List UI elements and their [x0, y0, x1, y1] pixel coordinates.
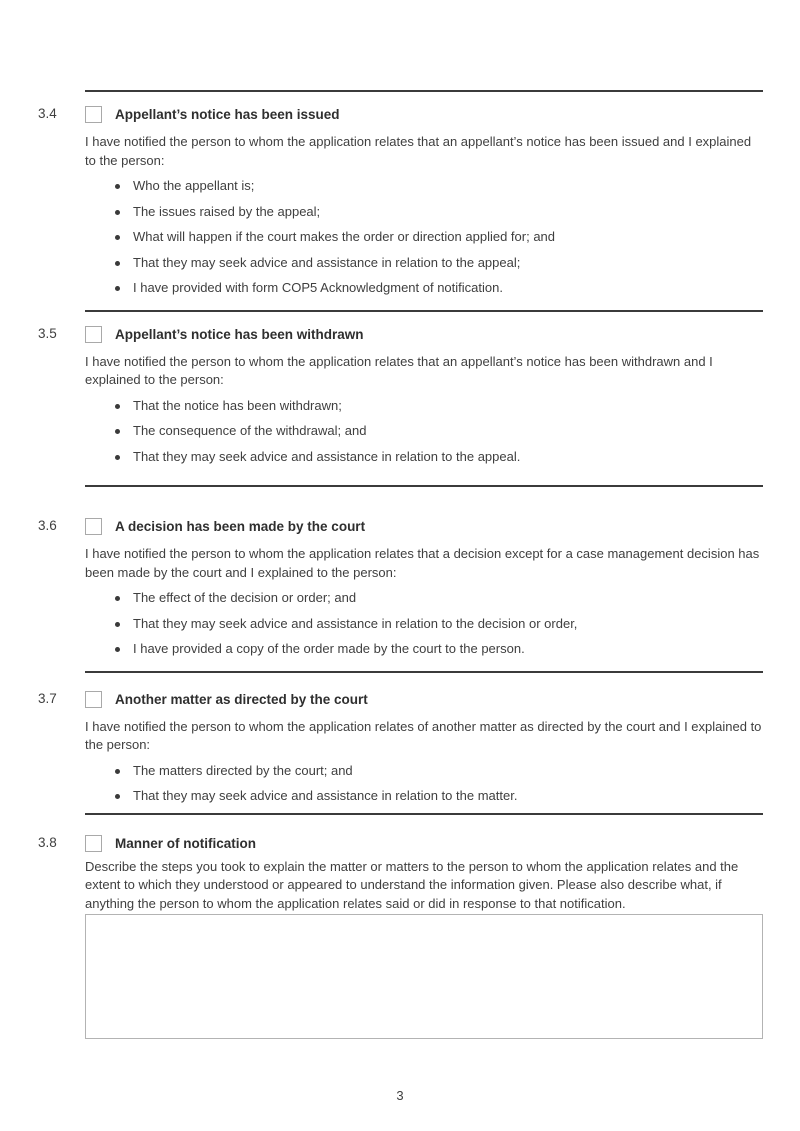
bullet-item: The issues raised by the appeal; [115, 203, 763, 222]
section-number: 3.6 [38, 518, 57, 533]
checkbox-3-5[interactable] [85, 326, 102, 343]
bullet-item: I have provided a copy of the order made by the court to the person. [115, 640, 763, 659]
section-intro: I have notified the person to whom the application relates that an appellant’s notice has been issued and I explained to the person: [85, 134, 752, 168]
section-number: 3.4 [38, 106, 57, 121]
bullet-list [115, 397, 763, 467]
section-intro: Describe the steps you took to explain the matter or matters to the person to whom the application relates and the extent to which they understood or appeared to understand the information given. Please also describe what, if anything the person to whom the application relates said or did in response to that notification. [85, 858, 739, 911]
bullet-item: What will happen if the court makes the order or direction applied for; and [115, 228, 763, 247]
section-3-5 [38, 310, 763, 486]
bullet-list [115, 177, 763, 298]
section-3-6 [38, 485, 763, 671]
bullet-item: The effect of the decision or order; and [115, 589, 763, 608]
section-heading: A decision has been made by the court [115, 519, 366, 534]
bullet-item: That they may seek advice and assistance in relation to the matter. [115, 787, 763, 806]
bullet-list [115, 762, 763, 806]
section-heading: Manner of notification [115, 835, 256, 851]
bullet-list [115, 589, 763, 659]
section-heading-row [85, 835, 763, 852]
section-intro: I have notified the person to whom the application relates of another matter as directed by the court and I explained to the person: [85, 718, 762, 752]
section-3-8 [38, 813, 763, 1040]
section-heading-row [85, 106, 763, 123]
bullet-item: That they may seek advice and assistance in relation to the appeal. [115, 448, 763, 467]
section-3-4 [38, 90, 763, 310]
section-intro: I have notified the person to whom the application relates that a decision except for a case management decision has been made by the court and I explained to the person: [85, 546, 760, 580]
bullet-item: That the notice has been withdrawn; [115, 397, 763, 416]
checkbox-3-4[interactable] [85, 106, 102, 123]
checkbox-3-8[interactable] [85, 835, 102, 852]
notification-details-textarea[interactable] [85, 914, 763, 1039]
bullet-item: I have provided with form COP5 Acknowledgment of notification. [115, 279, 763, 298]
bullet-item: Who the appellant is; [115, 177, 763, 196]
section-number: 3.5 [38, 325, 57, 341]
section-heading-row [85, 691, 763, 708]
section-heading: Appellant’s notice has been withdrawn [115, 326, 364, 342]
section-3-7 [38, 671, 763, 806]
section-number: 3.8 [38, 834, 57, 850]
section-number: 3.7 [38, 690, 57, 706]
bullet-item: The matters directed by the court; and [115, 762, 763, 781]
bullet-item: That they may seek advice and assistance in relation to the decision or order, [115, 615, 763, 634]
section-heading: Another matter as directed by the court [115, 691, 368, 707]
section-heading: Appellant’s notice has been issued [115, 107, 340, 122]
page-number: 3 [396, 1088, 404, 1103]
section-heading-row [85, 326, 763, 343]
bullet-item: That they may seek advice and assistance in relation to the appeal; [115, 254, 763, 273]
checkbox-3-7[interactable] [85, 691, 102, 708]
form-content [38, 90, 763, 1039]
section-heading-row [85, 518, 763, 535]
section-intro: I have notified the person to whom the application relates that an appellant’s notice has been withdrawn and I explained to the person: [85, 353, 713, 387]
checkbox-3-6[interactable] [85, 518, 102, 535]
bullet-item: The consequence of the withdrawal; and [115, 422, 763, 441]
